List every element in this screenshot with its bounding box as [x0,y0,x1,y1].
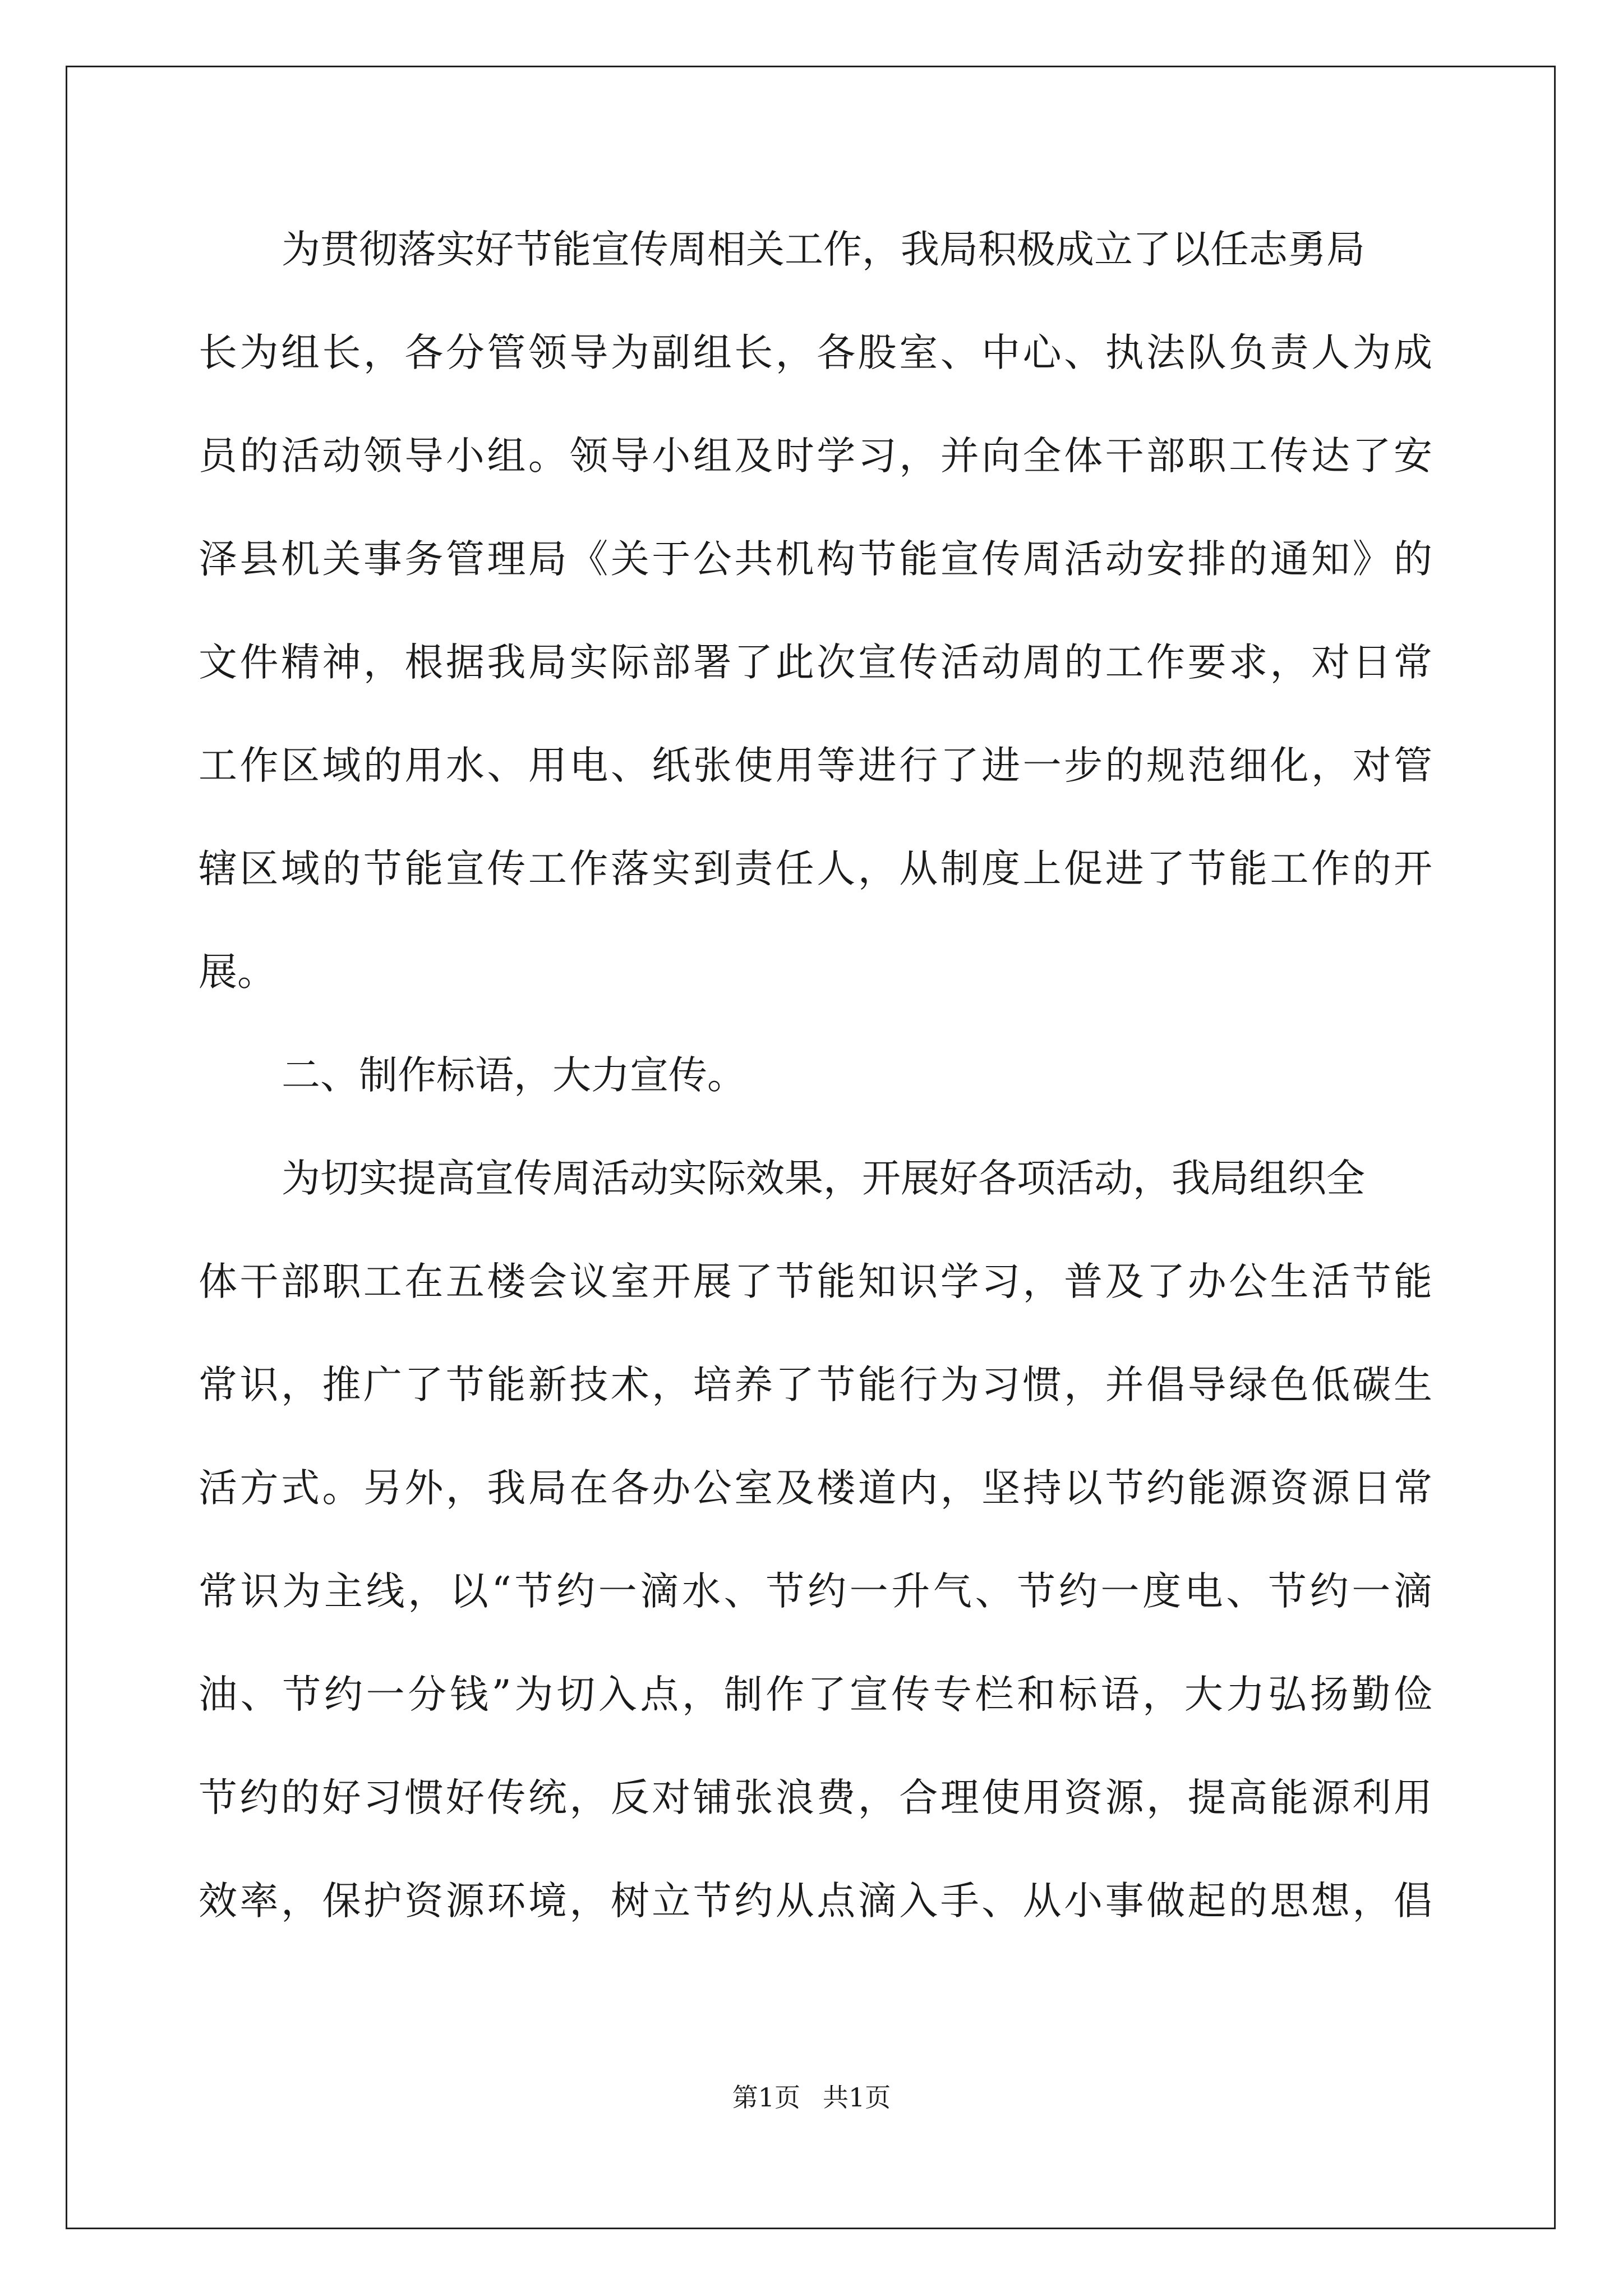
paragraph-line: 常识，推广了节能新技术，培养了节能行为习惯，并倡导绿色低碳生 [199,1363,1432,1407]
paragraph-line: 为切实提高宣传周活动实际效果，开展好各项活动，我局组织全 [282,1156,1365,1201]
page-total: 共1页 [823,2082,891,2113]
paragraph-line: 员的活动领导小组。领导小组及时学习，并向全体干部职工传达了安 [199,434,1432,478]
paragraph-line: 活方式。另外，我局在各办公室及楼道内，坚持以节约能源资源日常 [199,1466,1432,1511]
page-number: 第1页 [732,2082,800,2113]
paragraph-line: 效率，保护资源环境，树立节约从点滴入手、从小事做起的思想，倡 [199,1879,1432,1924]
paragraph-line: 泽县机关事务管理局《关于公共机构节能宣传周活动安排的通知》的 [199,537,1432,582]
paragraph-line: 常识为主线，以“节约一滴水、节约一升气、节约一度电、节约一滴 [199,1569,1432,1614]
paragraph-line: 体干部职工在五楼会议室开展了节能知识学习，普及了办公生活节能 [199,1259,1432,1304]
paragraph-line: 文件精神，根据我局实际部署了此次宣传活动周的工作要求，对日常 [199,640,1432,685]
paragraph-line: 辖区域的节能宣传工作落实到责任人，从制度上促进了节能工作的开 [199,846,1432,891]
paragraph-line: 节约的好习惯好传统，反对铺张浪费，合理使用资源，提高能源利用 [199,1775,1432,1820]
page-footer [0,2077,1623,2114]
paragraph-line: 工作区域的用水、用电、纸张使用等进行了进一步的规范细化，对管 [199,743,1432,788]
document-body [199,213,1432,1968]
section-heading: 二、制作标语，大力宣传。 [282,1053,746,1098]
paragraph-line: 展。 [199,950,276,995]
paragraph-line: 长为组长，各分管领导为副组长，各股室、中心、执法队负责人为成 [199,330,1432,375]
paragraph-line: 油、节约一分钱”为切入点，制作了宣传专栏和标语，大力弘扬勤俭 [199,1672,1432,1717]
paragraph-line: 为贯彻落实好节能宣传周相关工作，我局积极成立了以任志勇局 [282,227,1365,272]
